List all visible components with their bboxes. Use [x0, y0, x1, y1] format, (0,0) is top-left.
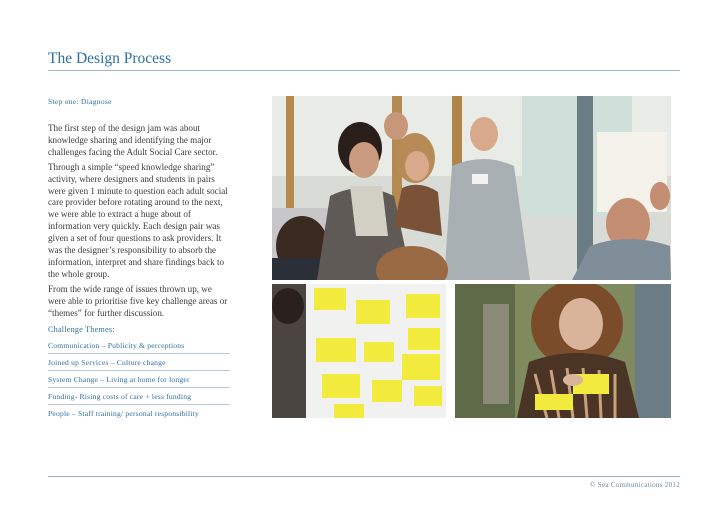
- body-column: [48, 123, 230, 425]
- theme-item: People – Staff training/ personal responsibility: [48, 409, 199, 419]
- header-divider: [48, 70, 680, 71]
- activity-paragraph: Through a simple “speed knowledge sharing” activity, where designers and students in pairs were given 1 minute to question each adult social care provider before rotating around to the next, we were able to extract a huge about of information very quickly. Each design pair was given a set of four questions to ask providers. It was the designer’s responsibility to absorb the information, interpret and share findings back to the whole group.: [48, 161, 228, 279]
- sticky-notes-photo: [272, 284, 446, 418]
- writing-notes-photo: [455, 284, 671, 418]
- theme-item: Funding- Rising costs of care + less funding: [48, 392, 230, 405]
- themes-intro-paragraph: From the wide range of issues thrown up, we were able to prioritise five key challenge areas or “themes” for further discussion.: [48, 283, 228, 318]
- step-label: Step one: Diagnose: [48, 97, 112, 106]
- theme-item: Communication – Publicity & perceptions: [48, 341, 230, 354]
- page-title: The Design Process: [48, 50, 172, 67]
- copyright-notice: © Sea Communications 2012: [589, 481, 680, 489]
- themes-heading: Challenge Themes:: [48, 324, 115, 334]
- themes-list: [48, 341, 230, 421]
- group-discussion-photo: [272, 96, 671, 280]
- theme-item: Joined up Services – Culture change: [48, 358, 230, 371]
- footer-divider: [48, 476, 680, 477]
- theme-item: System Change – Living at home for longer: [48, 375, 230, 388]
- intro-paragraph: The first step of the design jam was about knowledge sharing and identifying the major challenges facing the Adult Social Care sector.: [48, 123, 218, 157]
